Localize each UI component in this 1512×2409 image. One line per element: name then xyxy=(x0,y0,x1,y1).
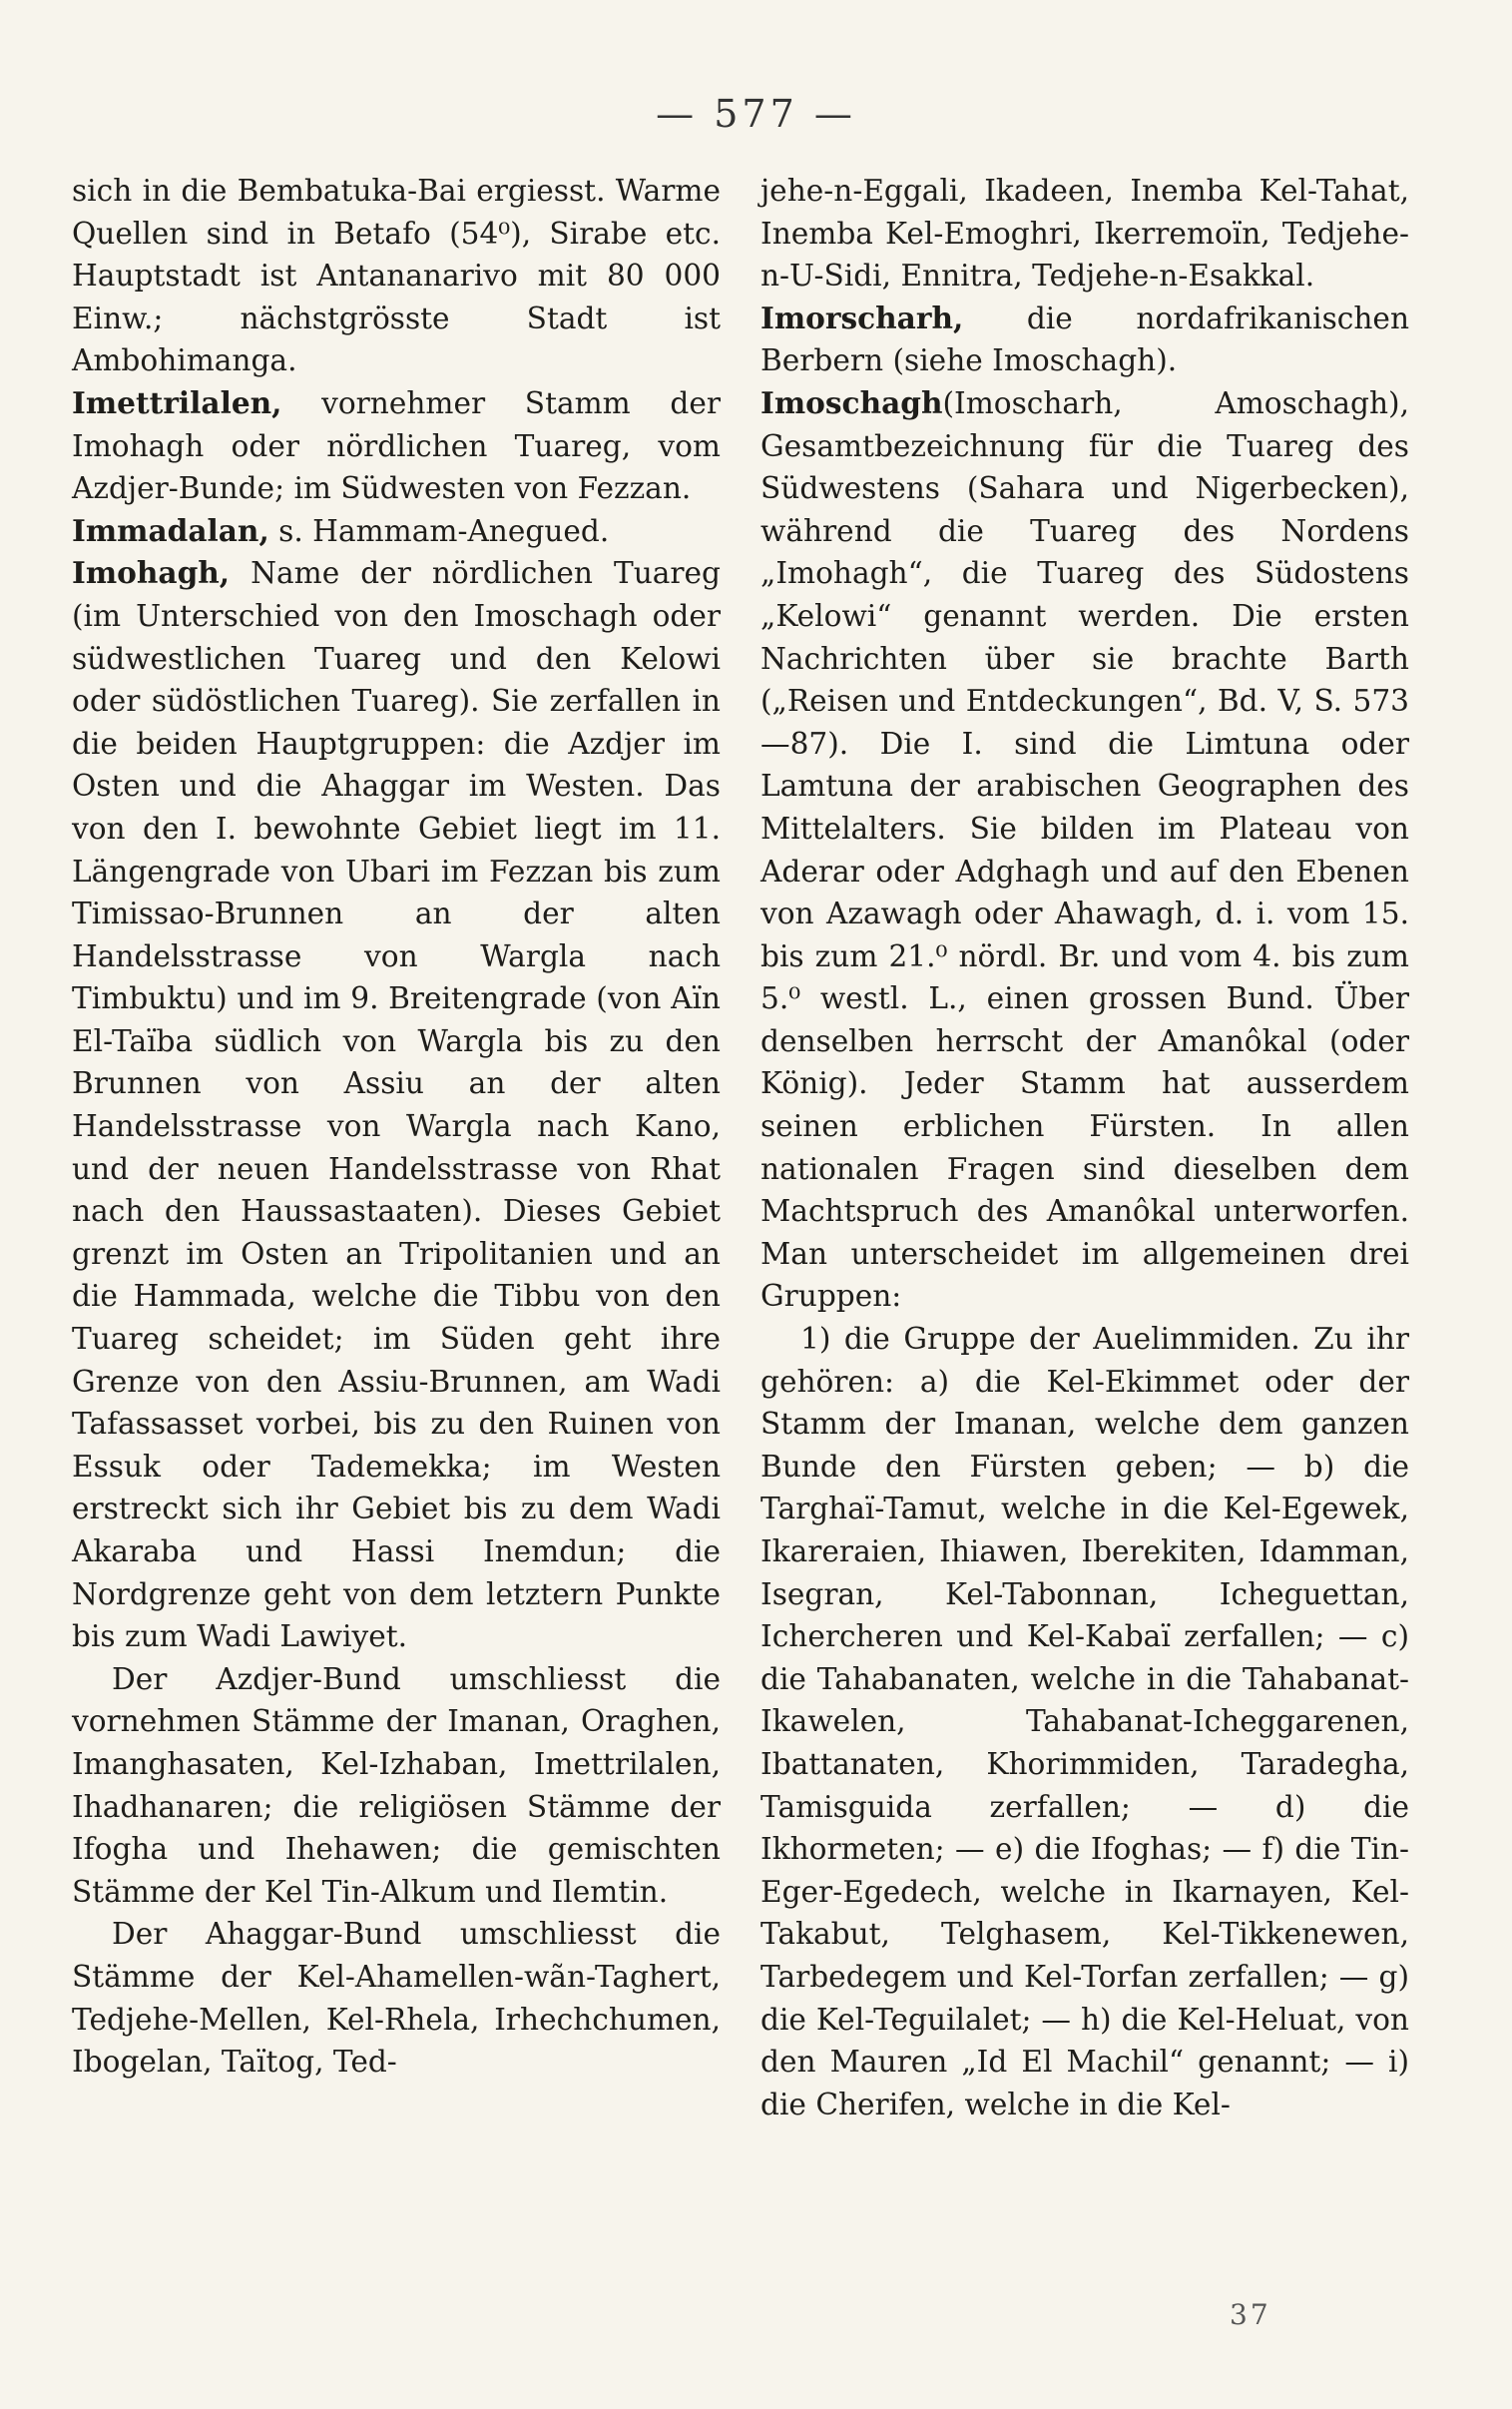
entry-text: vornehmer Stamm der Imohagh oder nördlichen Tuareg, vom Azdjer-Bunde; im Südwesten von Fezzan. xyxy=(72,385,721,506)
paragraph xyxy=(760,1318,1409,2125)
entry-headword: Imohagh, xyxy=(72,555,231,591)
entry-text: s. Hammam-Anegued. xyxy=(268,513,610,548)
paragraph xyxy=(760,170,1409,298)
signature-mark: 37 xyxy=(1230,2298,1271,2331)
paragraph xyxy=(72,1658,721,1914)
entry-text: 1) die Gruppe der Auelimmiden. Zu ihr gehören: a) die Kel-Ekimmet oder der Stamm der Imanan, welche dem ganzen Bunde den Fürsten geben; — b) die Targhaï-Tamut, welche in die Kel-Egewek, Ikareraien, Ihiawen, Iberekiten, Idamman, Isegran, Kel-Tabonnan, Icheguettan, Ichercheren und Kel-Kabaï zerfallen; — c) die Tahabanaten, welche in die Tahabanat-Ikawelen, Tahabanat-Icheggarenen, Ibattanaten, Khorimmiden, Taradegha, Tamisguida zerfallen; — d) die Ikhormeten; — e) die Ifoghas; — f) die Tin-Eger-Egedech, welche in Ikarnayen, Kel-Takabut, Telghasem, Kel-Tikkenewen, Tarbedegem und Kel-Torfan zerfallen; — g) die Kel-Teguilalet; — h) die Kel-Heluat, von den Mauren „Id El Machil“ genannt; — i) die Cherifen, welche in die Kel- xyxy=(760,1322,1409,2121)
entry-text: sich in die Bembatuka-Bai ergiesst. Warme Quellen sind in Betafo (54⁰), Sirabe etc. Hauptstadt ist Antananarivo mit 80 000 Einw.; nächstgrösste Stadt ist Ambohimanga. xyxy=(72,174,721,378)
entry-text: (Imoscharh, Amoschagh), Gesamtbezeichnung für die Tuareg des Südwestens (Sahara und Nigerbecken), während die Tuareg des Nordens „Imohagh“, die Tuareg des Südostens „Kelowi“ genannt werden. Die ersten Nachrichten über sie brachte Barth („Reisen und Entdeckungen“, Bd. V, S. 573—87). Die I. sind die Limtuna oder Lamtuna der arabischen Geographen des Mittelalters. Sie bilden im Plateau von Aderar oder Adghagh und auf den Ebenen von Azawagh oder Ahawagh, d. i. vom 15. bis zum 21.⁰ nördl. Br. und vom 4. bis zum 5.⁰ westl. L., einen grossen Bund. Über denselben herrscht der Amanôkal (oder König). Jeder Stamm hat ausserdem seinen erblichen Fürsten. In allen nationalen Fragen sind dieselben dem Machtspruch des Amanôkal unterworfen. Man unterscheidet im allgemeinen drei Gruppen: xyxy=(760,385,1409,1314)
right-column xyxy=(760,170,1409,2125)
entry-text: Name der nördlichen Tuareg (im Unterschied von den Imoschagh oder südwestlichen Tuareg und den Kelowi oder südöstlichen Tuareg). Sie zerfallen in die beiden Hauptgruppen: die Azdjer im Osten und die Ahaggar im Westen. Das von den I. bewohnte Gebiet liegt im 11. Längengrade von Ubari im Fezzan bis zum Timissao-Brunnen an der alten Handelsstrasse von Wargla nach Timbuktu) und im 9. Breitengrade (von Aïn El-Taïba südlich von Wargla bis zu den Brunnen von Assiu an der alten Handelsstrasse von Wargla nach Kano, und der neuen Handelsstrasse von Rhat nach den Haussastaaten). Dieses Gebiet grenzt im Osten an Tripolitanien und an die Hammada, welche die Tibbu von den Tuareg scheidet; im Süden geht ihre Grenze von den Assiu-Brunnen, am Wadi Tafassasset vorbei, bis zu den Ruinen von Essuk oder Tademekka; im Westen erstreckt sich ihr Gebiet bis zu dem Wadi Akaraba und Hassi Inemdun; die Nordgrenze geht von dem letztern Punkte bis zum Wadi Lawiyet. xyxy=(72,556,721,1654)
entry-headword: Immadalan, xyxy=(72,512,269,548)
entry-immadalan xyxy=(72,510,721,553)
entry-imettrilalen xyxy=(72,382,721,510)
entry-headword: Imettrilalen, xyxy=(72,384,282,420)
entry-imorscharh xyxy=(760,298,1409,382)
entry-headword: Imorscharh, xyxy=(760,300,964,335)
entry-text: die nordafrikanischen Berbern (siehe Imoschagh). xyxy=(760,301,1409,378)
left-column xyxy=(72,170,721,2084)
entry-text: Der Ahaggar-Bund umschliesst die Stämme der Kel-Ahamellen-wãn-Taghert, Tedjehe-Mellen, Kel-Rhela, Irhechchumen, Ibogelan, Taïtog, Ted- xyxy=(72,1917,721,2080)
entry-text: jehe-n-Eggali, Ikadeen, Inemba Kel-Tahat, Inemba Kel-Emoghri, Ikerremoïn, Tedjehe-n-U-Sidi, Ennitra, Tedjehe-n-Esakkal. xyxy=(760,174,1409,294)
paragraph xyxy=(72,1913,721,2083)
entry-imoschagh xyxy=(760,382,1409,1318)
entry-headword: Imoschagh xyxy=(760,384,943,420)
entry-text: Der Azdjer-Bund umschliesst die vornehmen Stämme der Imanan, Oraghen, Imanghasaten, Kel-Izhaban, Imettrilalen, Ihadhanaren; die religiösen Stämme der Ifogha und Ihehawen; die gemischten Stämme der Kel Tin-Alkum und Ilemtin. xyxy=(72,1661,721,1909)
page-number: — 577 — xyxy=(656,92,856,136)
entry-imohagh xyxy=(72,552,721,1657)
paragraph xyxy=(72,170,721,382)
